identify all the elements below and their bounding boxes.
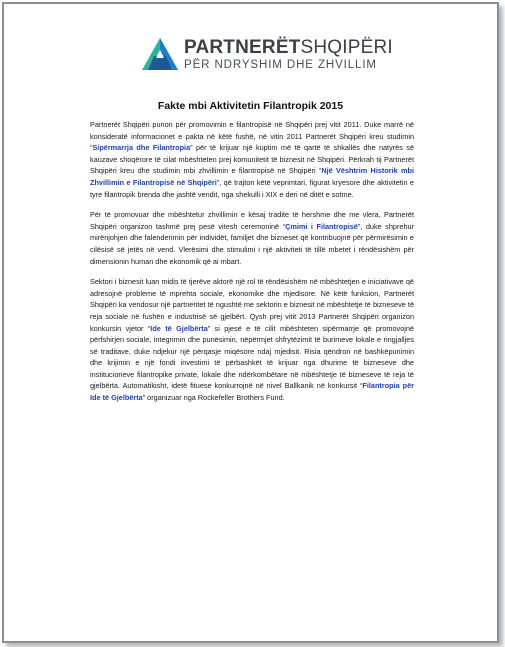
document-body — [90, 119, 414, 413]
logo-name-light: SHQIPËRI — [300, 37, 393, 58]
paragraph-1 — [90, 119, 414, 200]
p1-text-3: ”, që trajton këtë veprimtari, figurat kryesore dhe aktivitetin e tyre filantropik brenda dhe jashtë vendit, nga shekulli i XIX e deri në ditët e sotme. — [90, 177, 414, 199]
p3-text-1: Sektori i biznesit luan midis të tjerëve aktorë një rol të rëndësishëm në mbështetjen e iniciativave që adresojnë probleme të mprehta sociale, ekonomike dhe mjedisore. Në këtë funksion, Partnerët Shqipëri ka vendosur një partneritet të ngushtë me sektorin e biznesit në mbështetje të bizneseve të reja sociale në fushën e industrisë së gjelbërt. Qysh prej vitit 2013 Partnerët Shqipëri organizon konkursin vjetor “ — [90, 277, 414, 333]
logo-tagline: PËR NDRYSHIM DHE ZHVILLIM — [184, 59, 377, 71]
p2-text-2: ”, duke shprehur mirënjohjen dhe falenderimin për individët, familjet dhe bizneset që kontribuojnë për përmirësimin e cilësisë së jetës në vend. Vlerësimi dhe stimulimi i një aktiviteti të tillë mbetet i rëndësishëm për dimensionin human dhe ekonomik që ai mbart. — [90, 221, 414, 266]
balkan-contest-title: Filantropia për Ide të Gjelbërta — [90, 381, 415, 403]
document-title: Fakte mbi Aktivitetin Filantropik 2015 — [157, 100, 344, 112]
p1-text-2: ” për të krijuar një kuptim më të qartë të shkallës dhe natyrës së kauzave shoqërore të cilat mbështeten prej komunitetit të biznesit në Shqipëri. Përkrah tij Partnerët Shqipëri kreu dhe studimin mbi zhvillimin e filantropisë në Shqipëri “ — [90, 143, 415, 176]
contest-title: Ide të Gjelbërta — [150, 323, 208, 333]
document-page — [2, 2, 499, 643]
p2-text-1: Për të promovuar dhe mbështetur zhvillimin e kësaj tradite të hershme dhe me vlera, Partnerët Shqipëri organizon tashmë prej pesë vitesh ceremoninë “ — [90, 210, 414, 231]
paragraph-3 — [90, 276, 414, 404]
logo-name-bold: PARTNERËT — [184, 37, 301, 58]
p1-text-1: Partnerët Shqipëri punon për promovimin e filantropisë në Shqipëri prej vitit 2011. Duke marrë në konsideratë informacionet e pakta në këtë fushë, në vitin 2011 Partnerët Shqipëri kreu studimin “ — [90, 120, 414, 153]
p3-text-3: ” organizuar nga Rockefeller Brothers Fund. — [142, 393, 285, 403]
partneret-logo — [140, 36, 393, 76]
p3-text-2: ” si pjesë e të cilit mbështeten sipërmarrje që promovojnë përfshirjen sociale, integrimin dhe punësimin, nëpërmjet shfrytëzimit të burimeve lokale e ringjalljes së traditave, duke ndjekur një përqasje miqësore ndaj mjedisit. Risia qëndron në bashkëpunimin dhe krijimin e një fondi investimi të përbashkët të krijuar nga dhurime të bizneseve dhe institucioneve filantropike private, lokale dhe ndërkombëtare në mbështetje të bizneseve të reja të gjelbërta. Automatikisht, idetë fituese konkurrojnë në nivel Ballkanik në konkursit “ — [90, 323, 414, 391]
ceremony-title: Çmimi i Filantropisë — [285, 221, 358, 231]
paragraph-2 — [90, 209, 414, 267]
study-title-1: Sipërmarrja dhe Filantropia — [92, 143, 191, 153]
logo-mark-icon — [140, 36, 180, 72]
study-title-2: Një Vështrim Historik mbi Zhvillimin e Filantropisë në Shqipëri — [90, 166, 414, 187]
logo-name — [184, 38, 393, 58]
